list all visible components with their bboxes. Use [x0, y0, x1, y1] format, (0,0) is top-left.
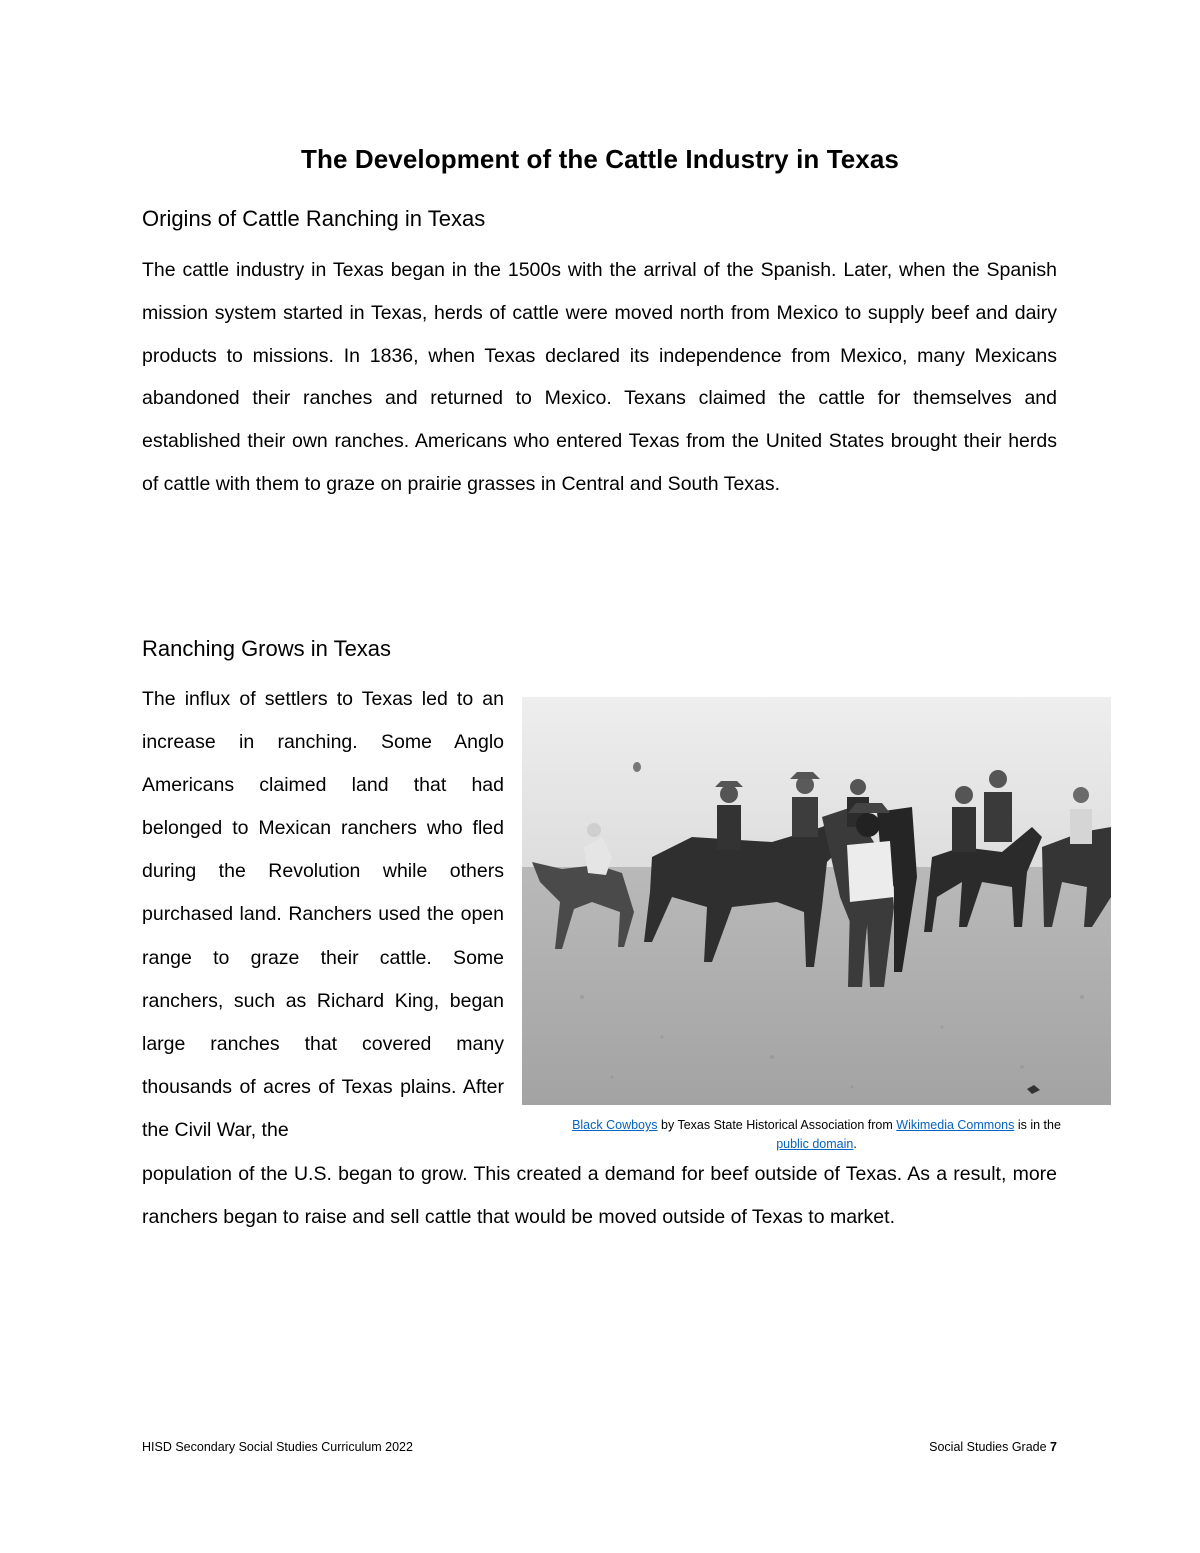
page-title: The Development of the Cattle Industry in Texas: [301, 144, 899, 174]
section-paragraph-ranching-continued: population of the U.S. began to grow. This created a demand for beef outside of Texas. As a result, more ranchers began to raise and sell cattle that would be moved outside of Texas to market.: [142, 1163, 1057, 1229]
caption-text-2: is in the: [1014, 1118, 1061, 1132]
caption-text-1: by Texas State Historical Association from: [657, 1118, 897, 1132]
caption-link-black-cowboys[interactable]: Black Cowboys: [572, 1118, 658, 1132]
photo-caption: [522, 1116, 1111, 1154]
caption-link-public-domain[interactable]: public domain: [776, 1137, 854, 1151]
footer-grade-text: Social Studies Grade: [929, 1440, 1051, 1454]
footer-grade-number: 7: [1050, 1440, 1057, 1454]
footer-left: HISD Secondary Social Studies Curriculum 2022: [142, 1440, 413, 1454]
photo-illustration: [522, 697, 1111, 1105]
section-heading-origins: Origins of Cattle Ranching in Texas: [142, 206, 486, 231]
section-paragraph-origins: The cattle industry in Texas began in the 1500s with the arrival of the Spanish. Later, when the Spanish mission system started in Texas, herds of cattle were moved north from Mexico to supply beef and dairy products to missions. In 1836, when Texas declared its independence from Mexico, many Mexicans abandoned their ranches and returned to Mexico. Texans claimed the cattle for themselves and established their own ranches. Americans who entered Texas from the United States brought their herds of cattle with them to graze on prairie grasses in Central and South Texas.: [142, 259, 1057, 495]
caption-link-wikimedia-commons[interactable]: Wikimedia Commons: [896, 1118, 1015, 1132]
black-cowboys-photo: [522, 697, 1111, 1105]
section-heading-ranching-grows: Ranching Grows in Texas: [142, 636, 392, 661]
caption-text-3: .: [853, 1137, 857, 1151]
footer-right: [929, 1440, 1057, 1454]
section-paragraph-ranching-wrapped: The influx of settlers to Texas led to an increase in ranching. Some Anglo Americans claimed land that had belonged to Mexican ranchers who fled during the Revolution while others purchased land. Ranchers used the open range to graze their cattle. Some ranchers, such as Richard King, began large ranches that covered many thousands of acres of Texas plains. After the Civil War, the: [142, 688, 504, 1141]
